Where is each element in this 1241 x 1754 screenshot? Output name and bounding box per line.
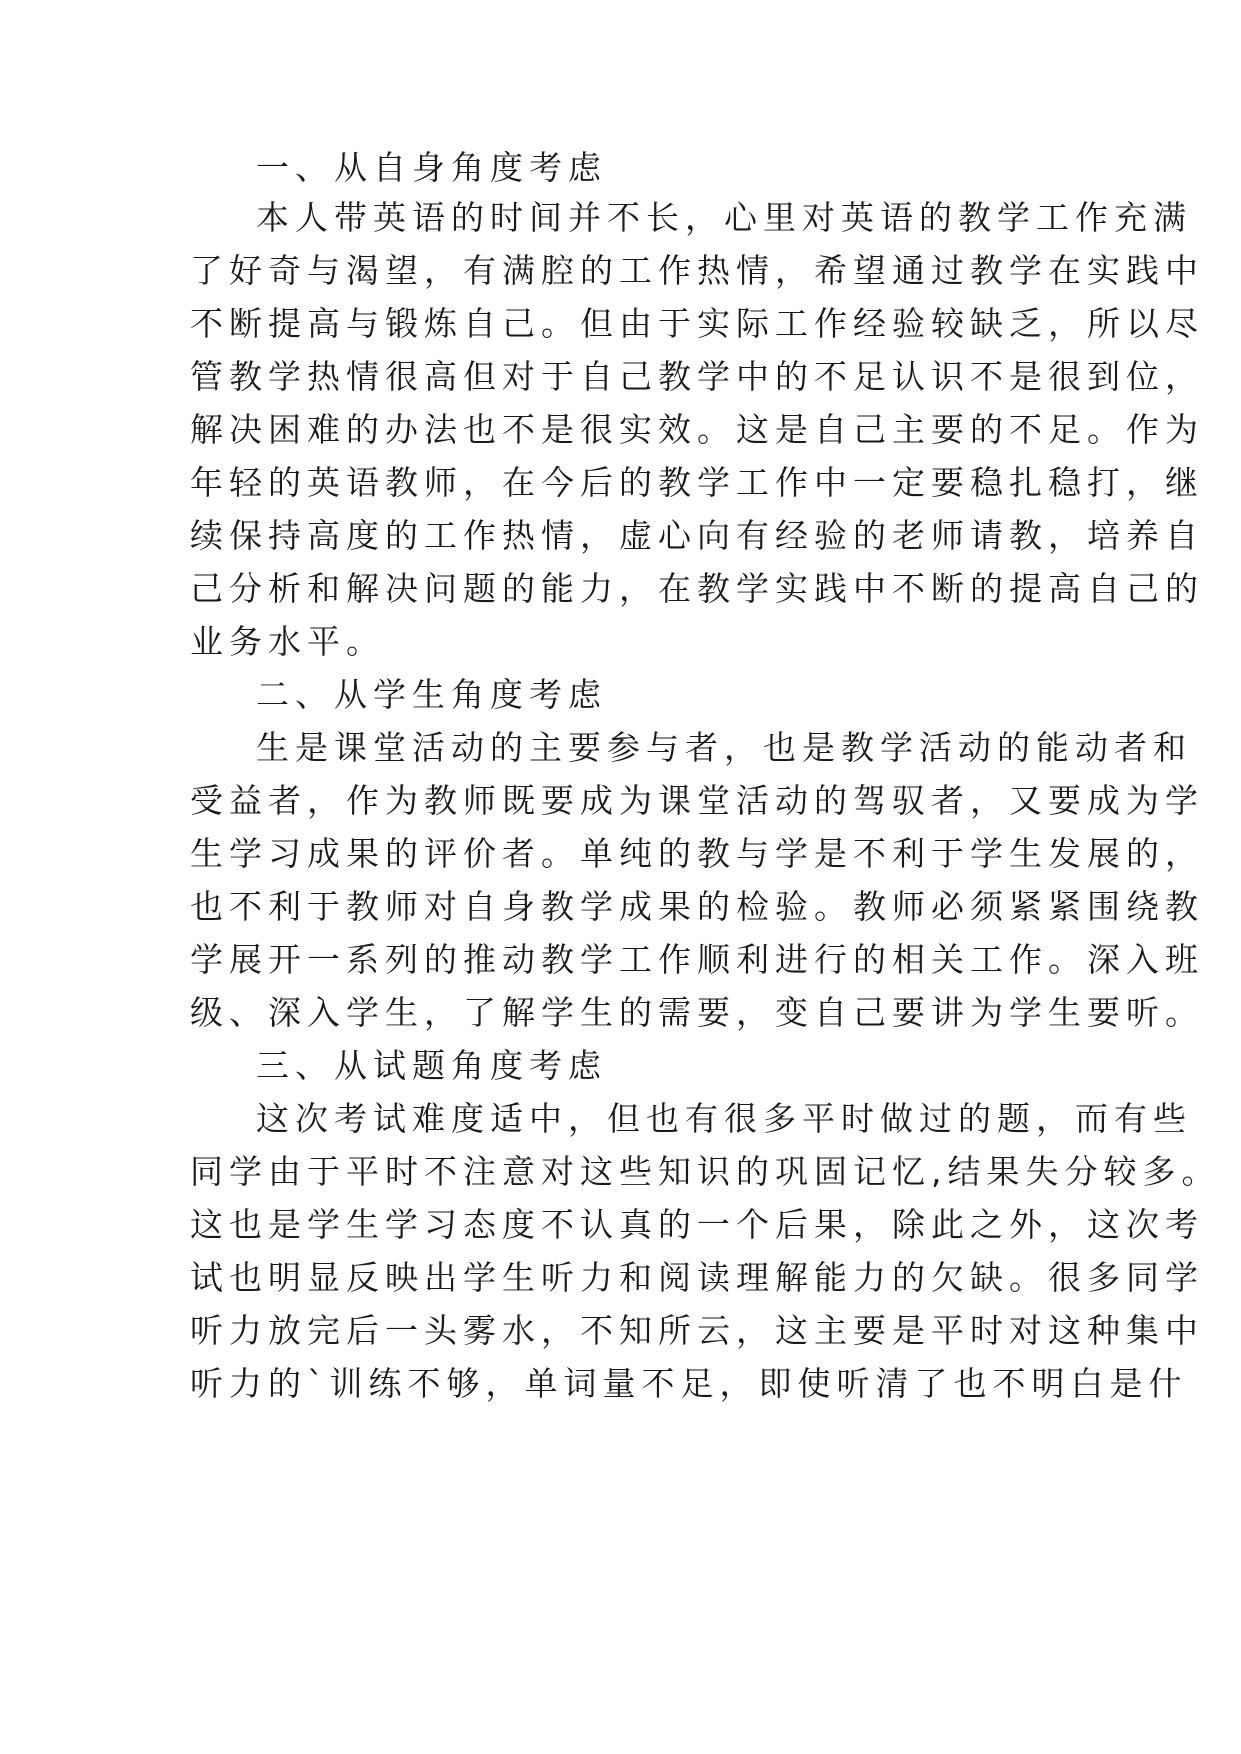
paragraph-line: 本人带英语的时间并不长，心里对英语的教学工作充满 <box>256 198 1192 237</box>
paragraph-line: 听力放完后一头雾水，不知所云，这主要是平时对这种集中 <box>190 1311 1204 1350</box>
paragraph-line: 听力的`训练不够，单词量不足，即使听清了也不明白是什 <box>190 1364 1188 1403</box>
paragraph-line: 续保持高度的工作热情，虚心向有经验的老师请教，培养自 <box>190 516 1204 555</box>
paragraph-line: 解决困难的办法也不是很实效。这是自己主要的不足。作为 <box>190 410 1204 449</box>
paragraph-line: 级、深入学生，了解学生的需要，变自己要讲为学生要听。 <box>190 993 1204 1032</box>
section-heading: 三、从试题角度考虑 <box>256 1046 607 1085</box>
paragraph-line: 试也明显反映出学生听力和阅读理解能力的欠缺。很多同学 <box>190 1258 1204 1297</box>
paragraph-line: 管教学热情很高但对于自己教学中的不足认识不是很到位， <box>190 357 1204 396</box>
paragraph-line: 业务水平。 <box>190 622 385 661</box>
paragraph-line: 生是课堂活动的主要参与者，也是教学活动的能动者和 <box>256 728 1192 767</box>
paragraph-line: 己分析和解决问题的能力，在教学实践中不断的提高自己的 <box>190 569 1204 608</box>
paragraph-line: 生学习成果的评价者。单纯的教与学是不利于学生发展的， <box>190 834 1204 873</box>
paragraph-line: 同学由于平时不注意对这些知识的巩固记忆,结果失分较多。 <box>190 1152 1221 1191</box>
paragraph-line: 受益者，作为教师既要成为课堂活动的驾驭者，又要成为学 <box>190 781 1204 820</box>
section-heading: 一、从自身角度考虑 <box>256 148 607 187</box>
section-heading: 二、从学生角度考虑 <box>256 675 607 714</box>
paragraph-line: 这次考试难度适中，但也有很多平时做过的题，而有些 <box>256 1099 1192 1138</box>
paragraph-line: 这也是学生学习态度不认真的一个后果，除此之外，这次考 <box>190 1205 1204 1244</box>
paragraph-line: 了好奇与渴望，有满腔的工作热情，希望通过教学在实践中 <box>190 251 1204 290</box>
paragraph-line: 不断提高与锻炼自己。但由于实际工作经验较缺乏，所以尽 <box>190 304 1204 343</box>
paragraph-line: 学展开一系列的推动教学工作顺利进行的相关工作。深入班 <box>190 940 1204 979</box>
paragraph-line: 年轻的英语教师，在今后的教学工作中一定要稳扎稳打，继 <box>190 463 1204 502</box>
paragraph-line: 也不利于教师对自身教学成果的检验。教师必须紧紧围绕教 <box>190 887 1204 926</box>
